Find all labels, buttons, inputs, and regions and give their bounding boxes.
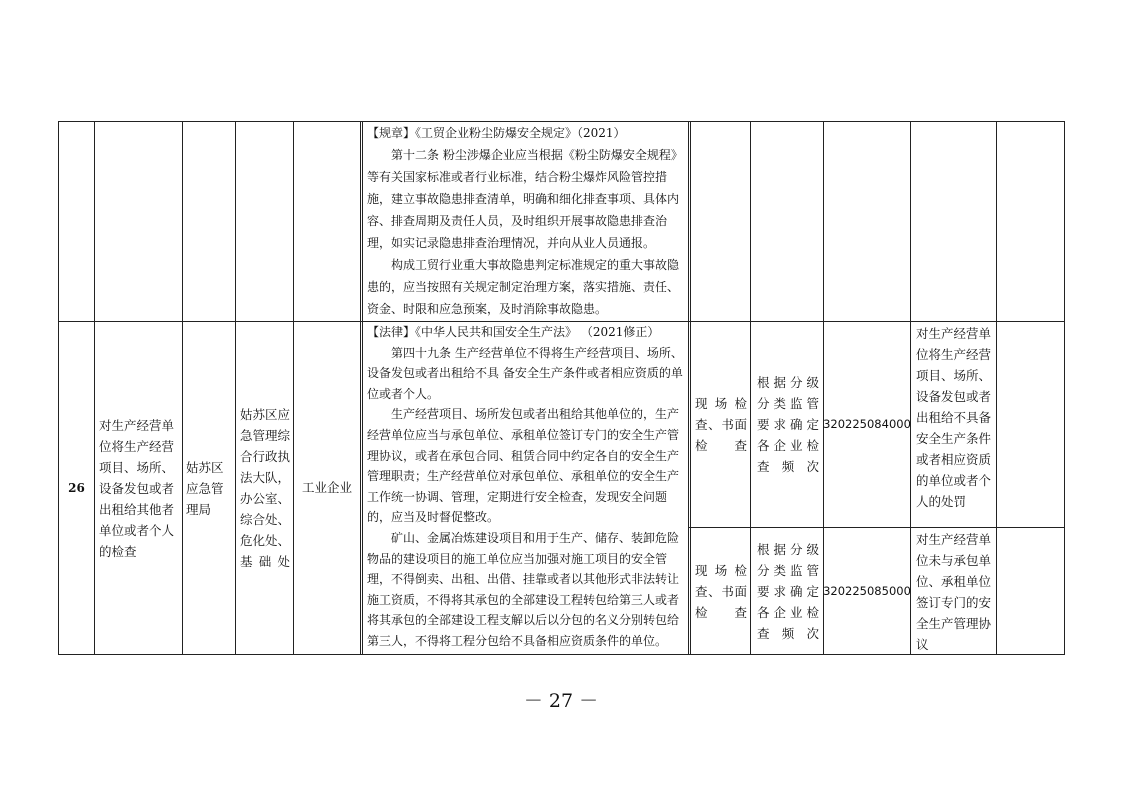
col-border xyxy=(690,121,691,655)
inspection-object: 工业企业 xyxy=(301,479,352,495)
responsible-department: 姑苏区应急管理局 xyxy=(186,459,224,517)
item-code: 320225084000 xyxy=(823,417,911,432)
legal-basis xyxy=(367,322,685,652)
inspection-item: 对生产经营单位将生产经营项目、场所、设备发包或者出租给其他者单位或者个人的检查 xyxy=(99,417,175,559)
basis-paragraph: 生产经营项目、场所发包或者出租给其他单位的，生产经营单位应当与承包单位、承租单位签订专门的安全生产管理协议，或者在承包合同、租赁合同中约定各自的安全生产管理职责；生产经营单位对承包单位、承租单位的安全生产工作统一协调、管理，定期进行安全检查，发现安全问题的，应当及时督促整改。 xyxy=(367,407,680,525)
page-number: － 27 － xyxy=(523,690,599,712)
basis-paragraph: 第四十九条 生产经营单位不得将生产经营项目、场所、设备发包或者出租给不具 备安全生产条件或者相应资质的单位或者个人。 xyxy=(367,345,683,401)
basis-paragraph: 构成工贸行业重大事故隐患判定标准规定的重大事故隐患的，应当按照有关规定制定治理方案，落实措施、责任、资金、时限和应急预案，及时消除事故隐患。 xyxy=(367,258,680,316)
penalty-item: 对生产经营单位未与承包单位、承租单位签订专门的安全生产管理协议 xyxy=(916,532,992,652)
basis-title: 【法律】《中华人民共和国安全生产法》 （2021修正） xyxy=(367,325,660,339)
penalty-item: 对生产经营单位将生产经营项目、场所、设备发包或者出租给不具备安全生产条件或者相应资质的单位或者个人的处罚 xyxy=(916,326,992,509)
prev-row-legal-basis xyxy=(367,122,685,320)
basis-paragraph: 矿山、金属冶炼建设项目和用于生产、储存、装卸危险物品的建设项目的施工单位应当加强对施工项目的安全管理，不得倒卖、出租、出借、挂靠或者以其他形式非法转让施工资质，不得将其承包的全部建设工程转包给第三人或者将其承包的全部建设工程支解以后以分包的名义分别转包给第三人，不得将工程分包给不具备相应资质条件的单位。 xyxy=(367,530,680,648)
col-border xyxy=(910,121,911,655)
basis-paragraph: 第十二条 粉尘涉爆企业应当根据《粉尘防爆安全规程》等有关国家标准或者行业标准，结合粉尘爆炸风险管控措施，建立事故隐患排查清单，明确和细化排查事项、具体内容、排查周期及责任人员，及时组织开展事故隐患排查治理，如实记录隐患排查治理情况，并向从业人员通报。 xyxy=(367,148,683,250)
col-border xyxy=(94,121,95,655)
col-border xyxy=(235,121,236,655)
col-border xyxy=(182,121,183,655)
col-border xyxy=(362,121,363,655)
inspection-frequency: 根据分级分类监管要求确定各企业检查频次 xyxy=(757,541,819,641)
executing-unit: 姑苏区应急管理综合行政执法大队，办公室、综合处、危化处、基础处 xyxy=(240,407,291,569)
inspection-method: 现场检查、书面检查 xyxy=(695,562,747,620)
col-border xyxy=(688,121,689,655)
col-border xyxy=(1064,121,1065,655)
inspection-method: 现场检查、书面检查 xyxy=(695,396,747,453)
col-border xyxy=(360,121,361,655)
item-code: 320225085000 xyxy=(823,583,911,598)
col-border xyxy=(750,121,751,655)
inspection-frequency: 根据分级分类监管要求确定各企业检查频次 xyxy=(757,375,819,474)
row-number: 26 xyxy=(68,480,85,495)
table-bottom-border xyxy=(58,654,1064,655)
col-border xyxy=(996,121,997,655)
basis-title: 【规章】《工贸企业粉尘防爆安全规定》（2021） xyxy=(367,126,626,140)
